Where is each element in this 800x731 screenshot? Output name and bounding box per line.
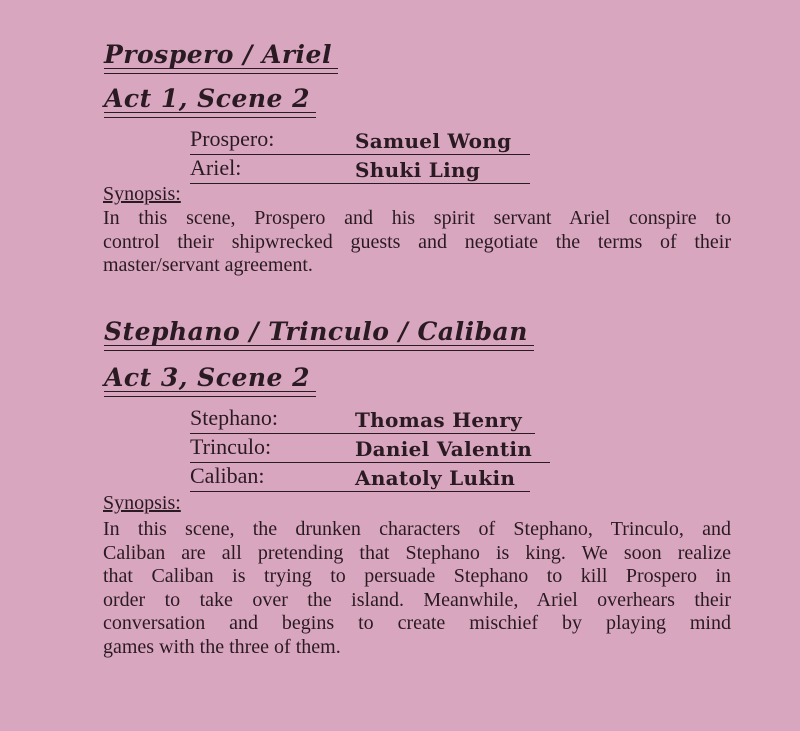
role-label: Ariel: bbox=[190, 155, 242, 180]
actor-name: Shuki Ling bbox=[355, 158, 481, 182]
synopsis-line: that Caliban is trying to persuade Stephano to kill Prospero in bbox=[103, 565, 731, 587]
synopsis-line: games with the three of them. bbox=[103, 635, 341, 658]
section-1-synopsis-text bbox=[103, 207, 731, 278]
synopsis-line: control their shipwrecked guests and negotiate the terms of their bbox=[103, 230, 731, 253]
cast-row-prospero bbox=[190, 124, 530, 155]
role-label: Caliban: bbox=[190, 463, 265, 488]
actor-name: Thomas Henry bbox=[355, 408, 523, 432]
double-underline bbox=[104, 345, 534, 351]
synopsis-line: conversation and begins to create mischief by playing mind bbox=[103, 612, 731, 634]
double-underline bbox=[104, 391, 316, 397]
role-label: Trinculo: bbox=[190, 434, 272, 459]
section-2-pair-title bbox=[104, 317, 528, 346]
cast-row-ariel bbox=[190, 153, 530, 184]
double-underline bbox=[104, 68, 338, 74]
section-2-scene-title bbox=[104, 363, 310, 392]
actor-name: Anatoly Lukin bbox=[355, 466, 516, 490]
actor-name: Daniel Valentin bbox=[355, 437, 533, 461]
section-2-synopsis-text bbox=[103, 518, 731, 659]
cast-row-trinculo bbox=[190, 432, 550, 463]
role-label: Prospero: bbox=[190, 126, 275, 151]
pair-title-text: Prospero / Ariel bbox=[104, 40, 332, 69]
synopsis-line: In this scene, the drunken characters of Stephano, Trinculo, and bbox=[103, 518, 731, 540]
synopsis-line: order to take over the island. Meanwhile, Ariel overhears their bbox=[103, 588, 731, 611]
scene-title-text: Act 1, Scene 2 bbox=[104, 84, 311, 113]
section-1-synopsis-label: Synopsis: bbox=[103, 183, 181, 205]
actor-name: Samuel Wong bbox=[355, 129, 512, 153]
section-1-pair-title bbox=[104, 40, 332, 69]
section-1-scene-title bbox=[104, 84, 310, 113]
synopsis-line: In this scene, Prospero and his spirit servant Ariel conspire to bbox=[103, 207, 731, 229]
scene-title-text: Act 3, Scene 2 bbox=[104, 363, 311, 392]
synopsis-line: master/servant agreement. bbox=[103, 254, 313, 276]
double-underline bbox=[104, 112, 316, 118]
pair-title-text: Stephano / Trinculo / Caliban bbox=[104, 317, 528, 346]
role-label: Stephano: bbox=[190, 405, 278, 430]
cast-row-caliban bbox=[190, 461, 530, 492]
section-2-synopsis-label: Synopsis: bbox=[103, 492, 181, 514]
cast-row-stephano bbox=[190, 403, 535, 434]
synopsis-line: Caliban are all pretending that Stephano is king. We soon realize bbox=[103, 541, 731, 564]
